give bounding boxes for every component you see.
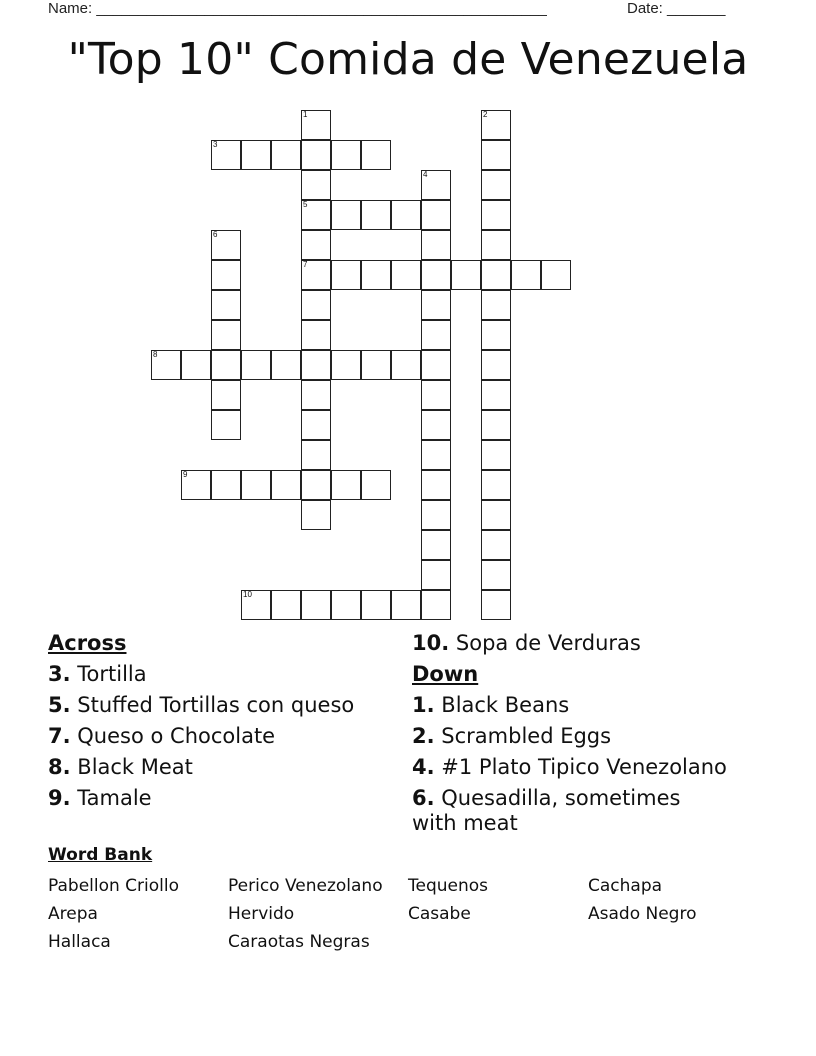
crossword-cell[interactable]	[211, 470, 241, 500]
clue-down-2: 2. Scrambled Eggs	[412, 724, 612, 748]
crossword-cell[interactable]	[481, 320, 511, 350]
crossword-cell[interactable]	[301, 320, 331, 350]
crossword-cell[interactable]	[481, 140, 511, 170]
crossword-cell[interactable]	[241, 590, 271, 620]
crossword-cell[interactable]	[301, 200, 331, 230]
clue-number: 8	[153, 350, 158, 359]
crossword-cell[interactable]	[391, 350, 421, 380]
crossword-cell[interactable]	[391, 200, 421, 230]
crossword-cell[interactable]	[271, 470, 301, 500]
word-bank-item: Arepa	[48, 904, 98, 924]
clue-across-9: 9. Tamale	[48, 786, 152, 810]
crossword-cell[interactable]	[481, 380, 511, 410]
clue-number: 4	[423, 170, 428, 179]
crossword-cell[interactable]	[421, 200, 451, 230]
crossword-cell[interactable]	[511, 260, 541, 290]
crossword-cell[interactable]	[301, 170, 331, 200]
clue-down-4: 4. #1 Plato Tipico Venezolano	[412, 755, 727, 779]
crossword-cell[interactable]	[301, 260, 331, 290]
crossword-cell[interactable]	[211, 350, 241, 380]
crossword-cell[interactable]	[361, 350, 391, 380]
crossword-cell[interactable]	[271, 350, 301, 380]
crossword-cell[interactable]	[301, 290, 331, 320]
name-field[interactable]: Name: ______________________________________________________	[48, 0, 547, 17]
crossword-cell[interactable]	[301, 380, 331, 410]
clue-down-1: 1. Black Beans	[412, 693, 570, 717]
crossword-cell[interactable]	[481, 410, 511, 440]
crossword-cell[interactable]	[421, 320, 451, 350]
crossword-cell[interactable]	[301, 350, 331, 380]
crossword-cell[interactable]	[301, 470, 331, 500]
clue-across-5: 5. Stuffed Tortillas con queso	[48, 693, 355, 717]
crossword-cell[interactable]	[241, 350, 271, 380]
word-bank-item: Hallaca	[48, 932, 111, 952]
clue-number: 7	[303, 260, 308, 269]
crossword-cell[interactable]	[361, 260, 391, 290]
crossword-cell[interactable]	[421, 560, 451, 590]
crossword-cell[interactable]	[331, 140, 361, 170]
crossword-cell[interactable]	[361, 590, 391, 620]
crossword-cell[interactable]	[301, 410, 331, 440]
down-heading: Down	[412, 662, 479, 686]
crossword-cell[interactable]	[541, 260, 571, 290]
clue-down-6: 6. Quesadilla, sometimes with meat	[412, 786, 681, 835]
clue-across-10: 10. Sopa de Verduras	[412, 631, 641, 655]
crossword-cell[interactable]	[361, 140, 391, 170]
crossword-cell[interactable]	[421, 530, 451, 560]
page-title: "Top 10" Comida de Venezuela	[67, 34, 749, 85]
crossword-cell[interactable]	[361, 470, 391, 500]
crossword-cell[interactable]	[481, 230, 511, 260]
crossword-cell[interactable]	[391, 590, 421, 620]
crossword-cell[interactable]	[481, 500, 511, 530]
crossword-cell[interactable]	[481, 560, 511, 590]
crossword-cell[interactable]	[481, 290, 511, 320]
crossword-cell[interactable]	[481, 260, 511, 290]
crossword-cell[interactable]	[421, 470, 451, 500]
crossword-cell[interactable]	[301, 590, 331, 620]
crossword-cell[interactable]	[211, 230, 241, 260]
crossword-cell[interactable]	[301, 440, 331, 470]
crossword-cell[interactable]	[331, 590, 361, 620]
crossword-cell[interactable]	[301, 140, 331, 170]
clue-across-7: 7. Queso o Chocolate	[48, 724, 276, 748]
crossword-cell[interactable]	[481, 200, 511, 230]
crossword-cell[interactable]	[481, 170, 511, 200]
crossword-cell[interactable]	[211, 260, 241, 290]
across-heading: Across	[48, 631, 127, 655]
crossword-cell[interactable]	[301, 500, 331, 530]
clue-number: 1	[303, 110, 308, 119]
word-bank-item: Perico Venezolano	[228, 876, 383, 896]
crossword-cell[interactable]	[241, 470, 271, 500]
crossword-cell[interactable]	[421, 260, 451, 290]
clue-number: 6	[213, 230, 218, 239]
crossword-cell[interactable]	[391, 260, 421, 290]
crossword-cell[interactable]	[451, 260, 481, 290]
crossword-cell[interactable]	[421, 290, 451, 320]
crossword-cell[interactable]	[211, 380, 241, 410]
crossword-cell[interactable]	[271, 140, 301, 170]
crossword-cell[interactable]	[481, 350, 511, 380]
crossword-cell[interactable]	[421, 410, 451, 440]
down-clues	[412, 628, 762, 836]
crossword-cell[interactable]	[211, 410, 241, 440]
crossword-cell[interactable]	[481, 530, 511, 560]
crossword-cell[interactable]	[421, 590, 451, 620]
crossword-cell[interactable]	[421, 170, 451, 200]
word-bank-item: Hervido	[228, 904, 295, 924]
header-line	[48, 0, 748, 20]
crossword-cell[interactable]	[331, 350, 361, 380]
crossword-cell[interactable]	[301, 230, 331, 260]
crossword-cell[interactable]	[481, 470, 511, 500]
clue-across-3: 3. Tortilla	[48, 662, 147, 686]
crossword-cell[interactable]	[151, 350, 181, 380]
crossword-cell[interactable]	[241, 140, 271, 170]
word-bank-item: Cachapa	[588, 876, 663, 896]
clue-across-8: 8. Black Meat	[48, 755, 193, 779]
word-bank-title: Word Bank	[48, 845, 153, 865]
crossword-cell[interactable]	[481, 590, 511, 620]
crossword-cell[interactable]	[421, 500, 451, 530]
crossword-cell[interactable]	[421, 440, 451, 470]
word-bank-item: Pabellon Criollo	[48, 876, 180, 896]
crossword-cell[interactable]	[331, 260, 361, 290]
across-clues	[48, 628, 398, 814]
crossword-cell[interactable]	[331, 200, 361, 230]
clue-number: 10	[243, 590, 252, 599]
crossword-cell[interactable]	[481, 440, 511, 470]
crossword-cell[interactable]	[211, 290, 241, 320]
crossword-cell[interactable]	[181, 350, 211, 380]
crossword-cell[interactable]	[211, 140, 241, 170]
crossword-cell[interactable]	[361, 200, 391, 230]
crossword-cell[interactable]	[181, 470, 211, 500]
crossword-cell[interactable]	[421, 230, 451, 260]
clue-number: 2	[483, 110, 488, 119]
word-bank-item: Caraotas Negras	[228, 932, 370, 952]
crossword-cell[interactable]	[421, 350, 451, 380]
crossword-cell[interactable]	[301, 110, 331, 140]
word-bank-item: Asado Negro	[588, 904, 697, 924]
clue-number: 9	[183, 470, 188, 479]
word-bank-item: Casabe	[408, 904, 471, 924]
crossword-cell[interactable]	[331, 470, 361, 500]
clue-number: 5	[303, 200, 308, 209]
crossword-cell[interactable]	[481, 110, 511, 140]
crossword-cell[interactable]	[421, 380, 451, 410]
crossword-cell[interactable]	[271, 590, 301, 620]
date-field[interactable]: Date: _______	[627, 0, 726, 17]
clue-number: 3	[213, 140, 218, 149]
word-bank-item: Tequenos	[408, 876, 489, 896]
crossword-cell[interactable]	[211, 320, 241, 350]
